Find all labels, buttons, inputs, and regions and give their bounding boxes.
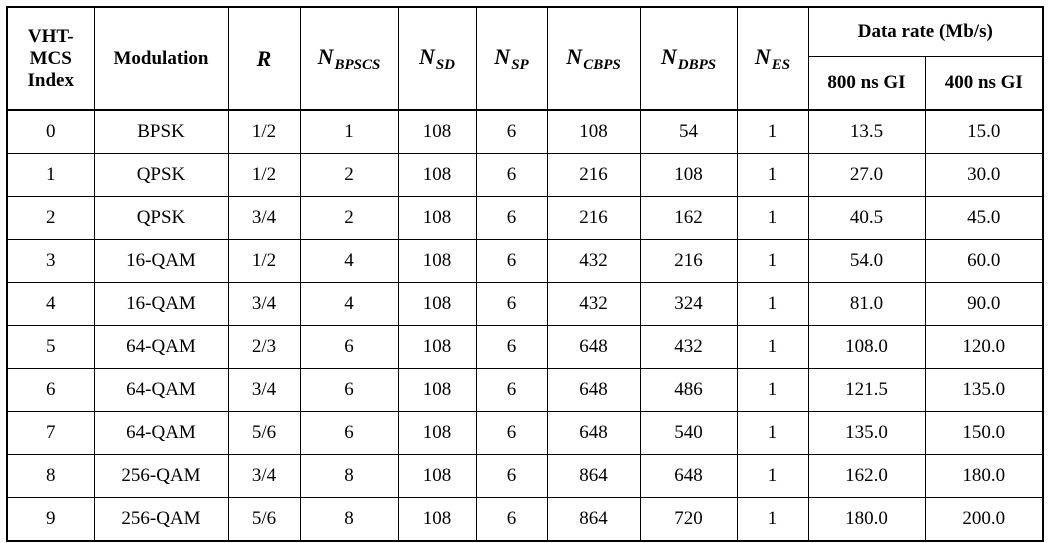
cell-nsp: 6 xyxy=(476,326,547,369)
cell-ndbps: 324 xyxy=(640,283,737,326)
table-body xyxy=(7,110,1043,541)
cell-nes: 1 xyxy=(737,197,808,240)
cell-modulation: QPSK xyxy=(94,197,228,240)
cell-rate-400ns: 120.0 xyxy=(925,326,1043,369)
cell-nsd: 108 xyxy=(398,326,476,369)
cell-rate-800ns: 54.0 xyxy=(808,240,925,283)
cell-ndbps: 162 xyxy=(640,197,737,240)
table-row xyxy=(7,283,1043,326)
cell-mcs-index: 9 xyxy=(7,498,94,542)
cell-nbpscs: 4 xyxy=(300,240,398,283)
cell-nes: 1 xyxy=(737,412,808,455)
cell-nsd: 108 xyxy=(398,369,476,412)
cell-ncbps: 216 xyxy=(547,197,640,240)
cell-nsd: 108 xyxy=(398,455,476,498)
cell-rate-400ns: 180.0 xyxy=(925,455,1043,498)
cell-ndbps: 486 xyxy=(640,369,737,412)
cell-mcs-index: 4 xyxy=(7,283,94,326)
cell-nes: 1 xyxy=(737,154,808,197)
cell-ndbps: 720 xyxy=(640,498,737,542)
cell-mcs-index: 1 xyxy=(7,154,94,197)
cell-rate-800ns: 180.0 xyxy=(808,498,925,542)
cell-mcs-index: 5 xyxy=(7,326,94,369)
cell-rate-800ns: 135.0 xyxy=(808,412,925,455)
cell-nes: 1 xyxy=(737,498,808,542)
cell-nsd: 108 xyxy=(398,240,476,283)
cell-rate-800ns: 81.0 xyxy=(808,283,925,326)
cell-coding-rate: 3/4 xyxy=(228,455,300,498)
cell-ncbps: 648 xyxy=(547,412,640,455)
cell-ncbps: 648 xyxy=(547,369,640,412)
cell-nsd: 108 xyxy=(398,110,476,154)
cell-coding-rate: 1/2 xyxy=(228,240,300,283)
cell-nsp: 6 xyxy=(476,154,547,197)
header-row xyxy=(7,7,1043,57)
header-nbpscs: $N_{BPSCS}$ xyxy=(300,7,398,110)
cell-nbpscs: 6 xyxy=(300,369,398,412)
cell-mcs-index: 6 xyxy=(7,369,94,412)
cell-rate-400ns: 200.0 xyxy=(925,498,1043,542)
cell-coding-rate: 5/6 xyxy=(228,498,300,542)
cell-coding-rate: 1/2 xyxy=(228,154,300,197)
cell-ncbps: 432 xyxy=(547,283,640,326)
header-modulation: Modulation xyxy=(94,7,228,110)
header-800ns-gi: 800 ns GI xyxy=(808,57,925,111)
cell-nbpscs: 2 xyxy=(300,154,398,197)
cell-rate-400ns: 30.0 xyxy=(925,154,1043,197)
cell-ndbps: 432 xyxy=(640,326,737,369)
header-coding-rate: R xyxy=(228,7,300,110)
table-row xyxy=(7,110,1043,154)
cell-rate-400ns: 15.0 xyxy=(925,110,1043,154)
cell-nsp: 6 xyxy=(476,240,547,283)
cell-nes: 1 xyxy=(737,283,808,326)
cell-nbpscs: 8 xyxy=(300,455,398,498)
cell-rate-800ns: 27.0 xyxy=(808,154,925,197)
cell-nbpscs: 2 xyxy=(300,197,398,240)
cell-rate-400ns: 90.0 xyxy=(925,283,1043,326)
cell-nsp: 6 xyxy=(476,498,547,542)
cell-nsp: 6 xyxy=(476,197,547,240)
header-ncbps: $N_{CBPS}$ xyxy=(547,7,640,110)
cell-rate-400ns: 45.0 xyxy=(925,197,1043,240)
cell-nbpscs: 8 xyxy=(300,498,398,542)
cell-nbpscs: 6 xyxy=(300,412,398,455)
cell-coding-rate: 3/4 xyxy=(228,197,300,240)
cell-rate-400ns: 150.0 xyxy=(925,412,1043,455)
table-row xyxy=(7,197,1043,240)
table-row xyxy=(7,240,1043,283)
cell-rate-800ns: 162.0 xyxy=(808,455,925,498)
cell-ncbps: 864 xyxy=(547,455,640,498)
cell-nsd: 108 xyxy=(398,283,476,326)
vht-mcs-table xyxy=(6,6,1044,542)
cell-ndbps: 216 xyxy=(640,240,737,283)
cell-rate-400ns: 135.0 xyxy=(925,369,1043,412)
cell-mcs-index: 8 xyxy=(7,455,94,498)
cell-nsp: 6 xyxy=(476,412,547,455)
cell-nes: 1 xyxy=(737,110,808,154)
cell-nsd: 108 xyxy=(398,412,476,455)
cell-ncbps: 108 xyxy=(547,110,640,154)
cell-nsp: 6 xyxy=(476,369,547,412)
header-nsp: $N_{SP}$ xyxy=(476,7,547,110)
cell-ndbps: 108 xyxy=(640,154,737,197)
cell-nsp: 6 xyxy=(476,283,547,326)
cell-modulation: 64-QAM xyxy=(94,326,228,369)
cell-nsp: 6 xyxy=(476,110,547,154)
cell-mcs-index: 2 xyxy=(7,197,94,240)
cell-mcs-index: 3 xyxy=(7,240,94,283)
header-vht-mcs-index: VHT- MCS Index xyxy=(7,7,94,110)
cell-nsd: 108 xyxy=(398,197,476,240)
table-row xyxy=(7,154,1043,197)
cell-coding-rate: 5/6 xyxy=(228,412,300,455)
cell-modulation: 256-QAM xyxy=(94,498,228,542)
header-nes: $N_{ES}$ xyxy=(737,7,808,110)
header-ndbps: $N_{DBPS}$ xyxy=(640,7,737,110)
cell-modulation: 256-QAM xyxy=(94,455,228,498)
cell-modulation: 16-QAM xyxy=(94,240,228,283)
cell-rate-800ns: 121.5 xyxy=(808,369,925,412)
cell-ncbps: 432 xyxy=(547,240,640,283)
cell-rate-800ns: 13.5 xyxy=(808,110,925,154)
cell-coding-rate: 3/4 xyxy=(228,283,300,326)
cell-nbpscs: 1 xyxy=(300,110,398,154)
cell-modulation: 16-QAM xyxy=(94,283,228,326)
cell-nes: 1 xyxy=(737,326,808,369)
cell-ncbps: 864 xyxy=(547,498,640,542)
cell-ndbps: 648 xyxy=(640,455,737,498)
cell-ncbps: 648 xyxy=(547,326,640,369)
cell-nbpscs: 6 xyxy=(300,326,398,369)
cell-modulation: 64-QAM xyxy=(94,412,228,455)
cell-coding-rate: 2/3 xyxy=(228,326,300,369)
cell-modulation: QPSK xyxy=(94,154,228,197)
header-nsd: $N_{SD}$ xyxy=(398,7,476,110)
cell-nbpscs: 4 xyxy=(300,283,398,326)
cell-rate-400ns: 60.0 xyxy=(925,240,1043,283)
cell-nes: 1 xyxy=(737,240,808,283)
table-row xyxy=(7,412,1043,455)
cell-ndbps: 54 xyxy=(640,110,737,154)
cell-nsp: 6 xyxy=(476,455,547,498)
cell-coding-rate: 3/4 xyxy=(228,369,300,412)
cell-ncbps: 216 xyxy=(547,154,640,197)
cell-ndbps: 540 xyxy=(640,412,737,455)
cell-modulation: 64-QAM xyxy=(94,369,228,412)
cell-nes: 1 xyxy=(737,455,808,498)
cell-nes: 1 xyxy=(737,369,808,412)
table-row xyxy=(7,326,1043,369)
table-row xyxy=(7,455,1043,498)
table-row xyxy=(7,498,1043,542)
cell-nsd: 108 xyxy=(398,498,476,542)
cell-mcs-index: 0 xyxy=(7,110,94,154)
cell-nsd: 108 xyxy=(398,154,476,197)
cell-rate-800ns: 40.5 xyxy=(808,197,925,240)
cell-mcs-index: 7 xyxy=(7,412,94,455)
cell-coding-rate: 1/2 xyxy=(228,110,300,154)
header-400ns-gi: 400 ns GI xyxy=(925,57,1043,111)
cell-modulation: BPSK xyxy=(94,110,228,154)
header-data-rate: Data rate (Mb/s) xyxy=(808,7,1043,57)
cell-rate-800ns: 108.0 xyxy=(808,326,925,369)
table-row xyxy=(7,369,1043,412)
